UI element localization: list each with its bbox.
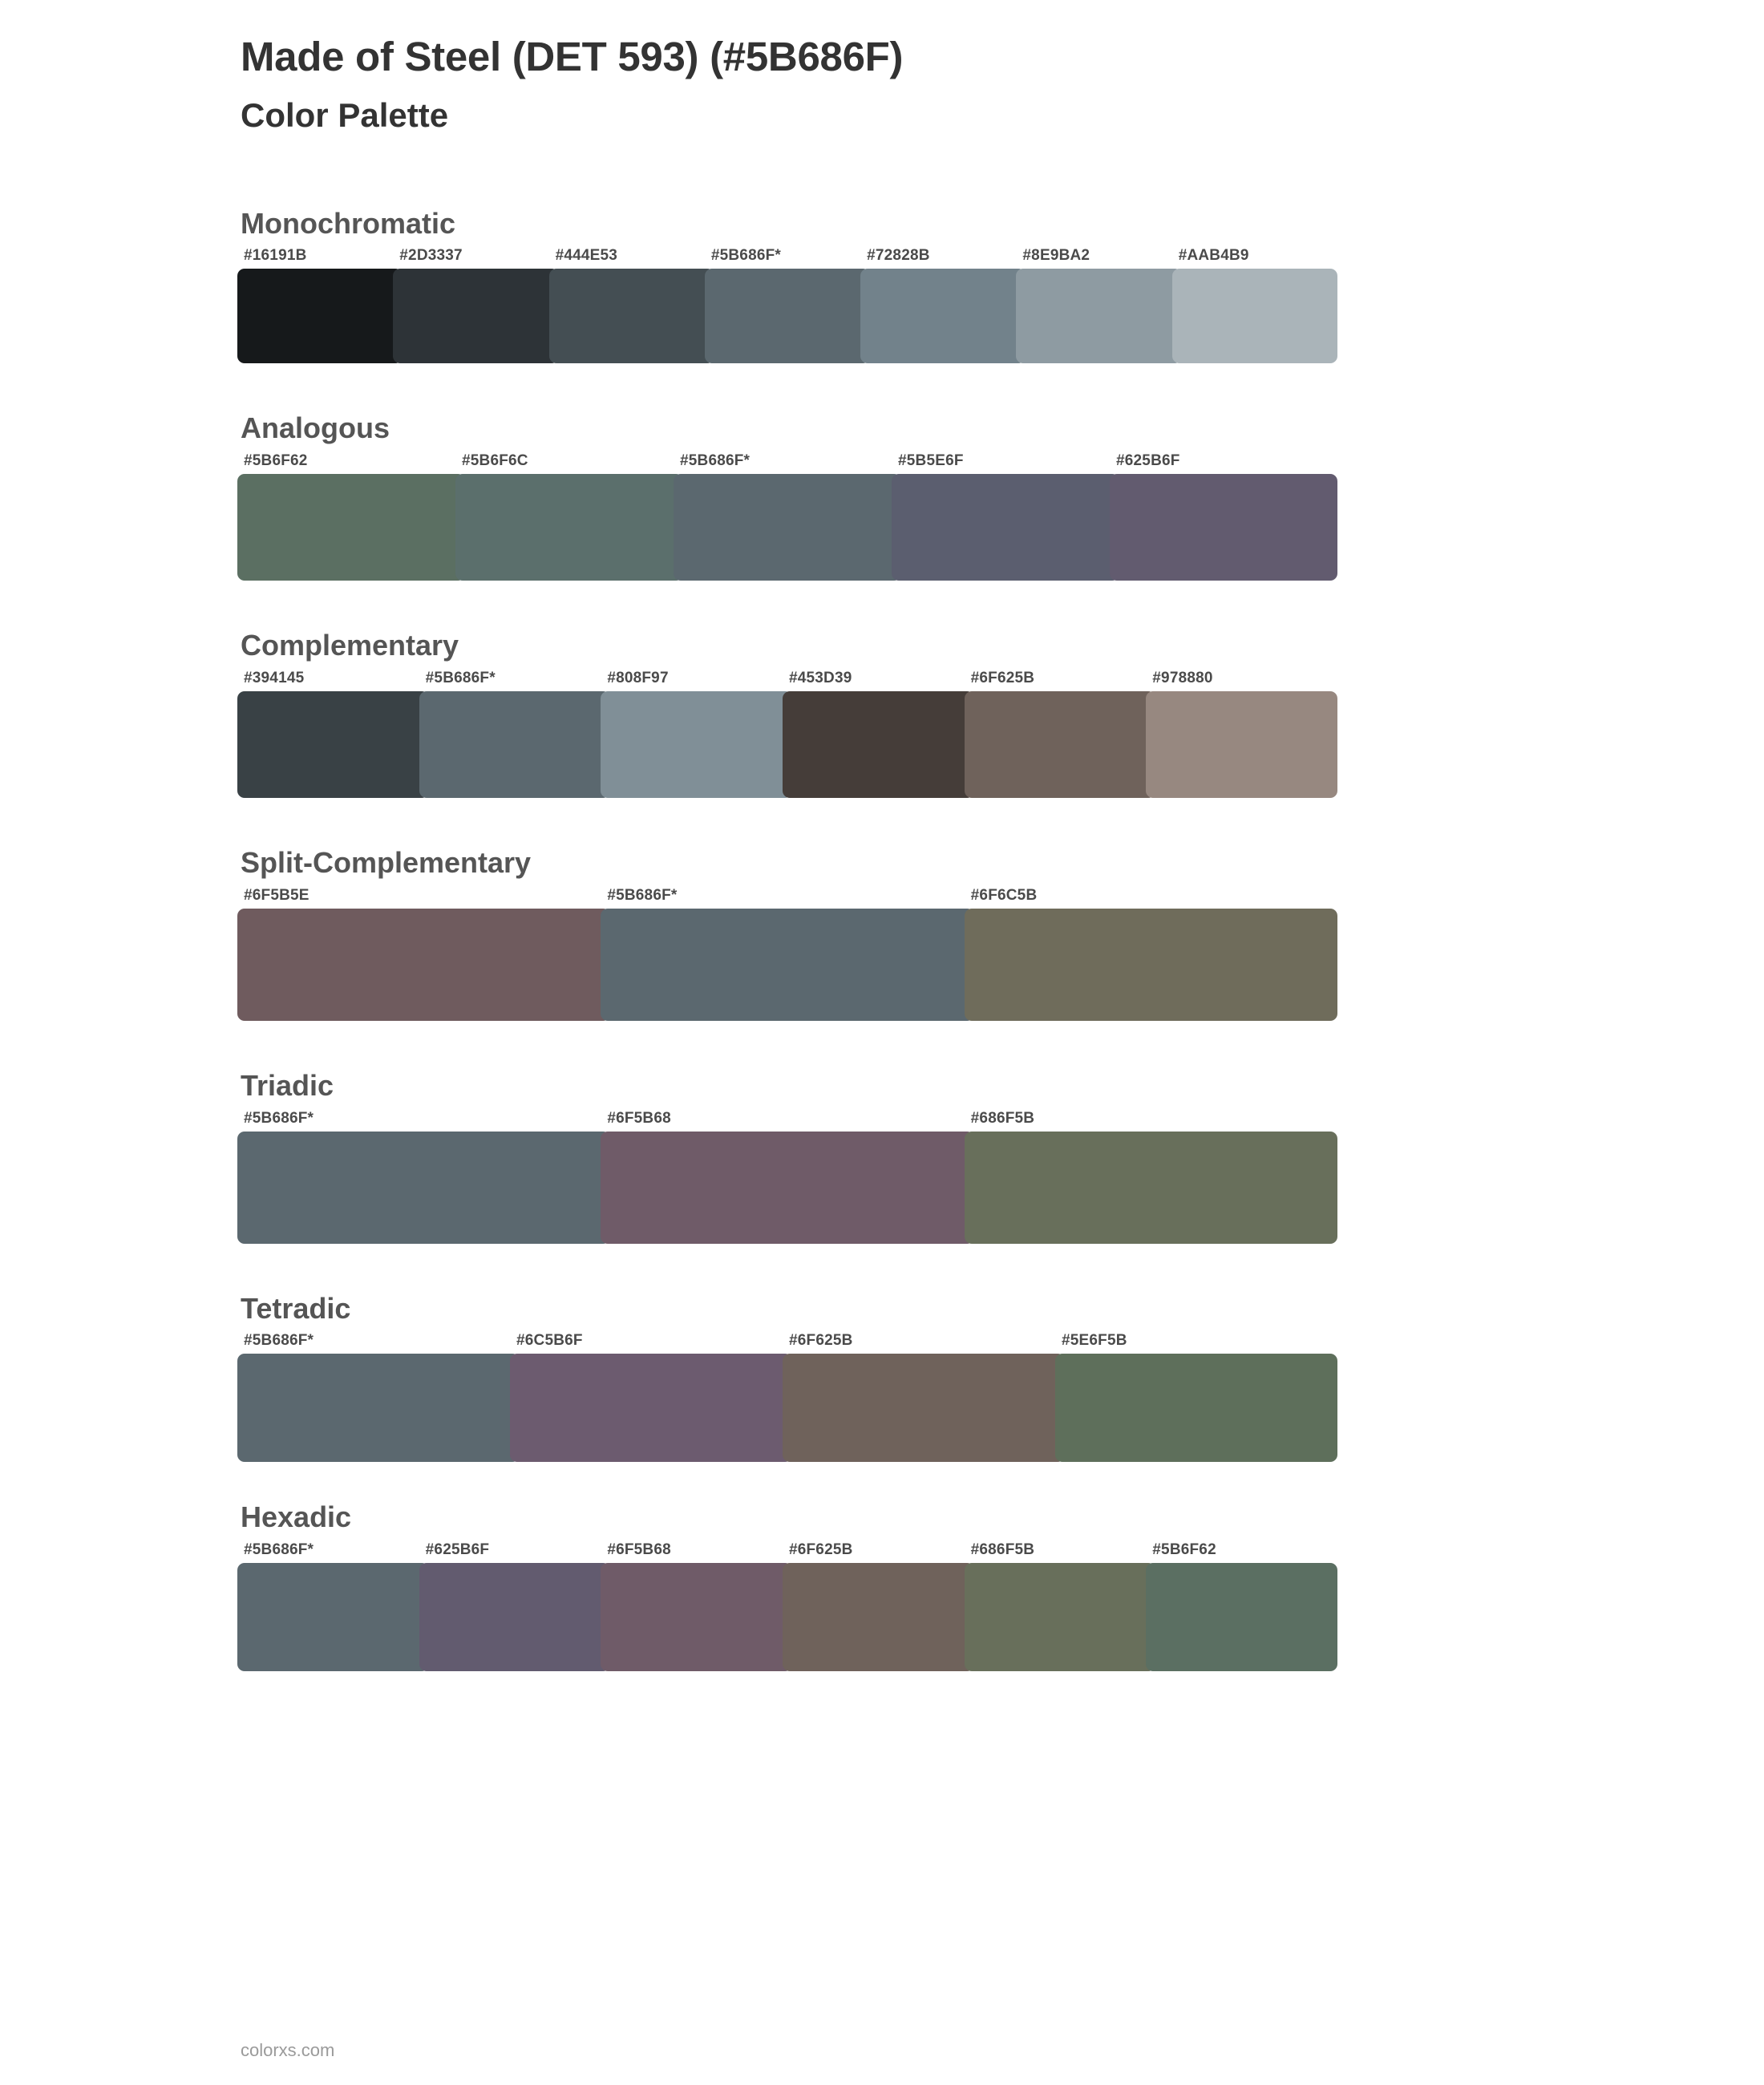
swatch-hex-label: #625B6F [425,1541,490,1559]
color-swatch[interactable] [864,247,1019,363]
section-tetradic [241,1290,1331,1463]
section-title: Split-Complementary [241,845,532,879]
swatch-color-block[interactable] [1016,269,1181,363]
color-swatch[interactable] [968,887,1331,1021]
color-swatch[interactable] [968,1110,1331,1244]
swatch-hex-label: #8E9BA2 [1022,247,1090,265]
color-swatch[interactable] [604,1110,967,1244]
swatch-hex-label: #5B6F6C [462,452,528,470]
color-swatch[interactable] [604,1541,786,1671]
swatch-color-block[interactable] [237,1132,610,1244]
swatch-color-block[interactable] [601,1563,792,1671]
section-monochromatic [241,205,1331,364]
color-swatch[interactable] [241,452,459,581]
swatch-color-block[interactable] [510,1354,792,1462]
swatch-color-block[interactable] [237,1354,520,1462]
swatch-hex-label: #5E6F5B [1062,1332,1127,1350]
swatch-color-block[interactable] [237,269,403,363]
color-swatch[interactable] [786,1541,968,1671]
swatch-color-block[interactable] [1110,474,1337,581]
swatch-row [241,452,1331,581]
swatch-hex-label: #2D3337 [399,247,463,265]
swatch-hex-label: #6F6C5B [970,886,1038,904]
section-analogous [241,410,1331,581]
swatch-hex-label: #72828B [867,247,930,265]
swatch-color-block[interactable] [237,691,429,798]
swatch-hex-label: #5B686F* [244,1332,314,1350]
swatch-hex-label: #686F5B [970,1541,1035,1559]
swatch-hex-label: #6F5B68 [607,1541,671,1559]
swatch-hex-label: #5B686F* [607,886,678,904]
swatch-color-block[interactable] [237,1563,429,1671]
color-swatch[interactable] [1113,452,1331,581]
color-swatch[interactable] [241,1541,423,1671]
swatch-color-block[interactable] [1172,269,1337,363]
page-subtitle: Color Palette [241,96,449,135]
color-swatch[interactable] [1175,247,1331,363]
swatch-color-block[interactable] [860,269,1026,363]
swatch-row [241,670,1331,798]
color-swatch[interactable] [968,670,1150,798]
color-swatch[interactable] [1058,1332,1331,1462]
swatch-color-block[interactable] [419,1563,611,1671]
color-swatch[interactable] [1149,1541,1331,1671]
swatch-hex-label: #5B5E6F [898,452,964,470]
color-swatch[interactable] [423,670,605,798]
color-swatch[interactable] [241,1332,513,1462]
swatch-hex-label: #453D39 [788,669,852,686]
swatch-color-block[interactable] [1146,1563,1337,1671]
swatch-color-block[interactable] [674,474,901,581]
section-triadic [241,1067,1331,1244]
section-complementary [241,627,1331,798]
color-swatch[interactable] [708,247,864,363]
swatch-hex-label: #5B6F62 [1152,1541,1216,1559]
color-swatch[interactable] [1149,670,1331,798]
swatch-color-block[interactable] [783,1563,974,1671]
color-swatch[interactable] [423,1541,605,1671]
swatch-color-block[interactable] [455,474,683,581]
swatch-color-block[interactable] [601,691,792,798]
swatch-color-block[interactable] [965,691,1156,798]
color-swatch[interactable] [396,247,552,363]
swatch-hex-label: #5B686F* [710,247,781,265]
swatch-hex-label: #808F97 [607,669,669,686]
swatch-color-block[interactable] [783,1354,1065,1462]
swatch-hex-label: #6F625B [788,1541,853,1559]
swatch-row [241,1332,1331,1462]
page-title: Made of Steel (DET 593) (#5B686F) [241,34,904,79]
swatch-color-block[interactable] [549,269,714,363]
swatch-hex-label: #6F625B [789,1332,853,1350]
swatch-hex-label: #625B6F [1116,452,1180,470]
swatch-row [241,887,1331,1021]
swatch-hex-label: #5B6F62 [244,452,308,470]
color-swatch[interactable] [241,247,396,363]
color-swatch[interactable] [895,452,1113,581]
section-hexadic [241,1499,1331,1671]
swatch-hex-label: #16191B [244,247,307,265]
swatch-hex-label: #394145 [244,669,305,686]
swatch-color-block[interactable] [1146,691,1337,798]
section-title: Analogous [241,411,390,445]
section-split-complementary [241,844,1331,1021]
color-swatch[interactable] [552,247,708,363]
swatch-hex-label: #5B686F* [244,1109,314,1127]
swatch-color-block[interactable] [783,691,974,798]
swatch-color-block[interactable] [237,909,610,1021]
color-swatch[interactable] [241,1110,604,1244]
swatch-hex-label: #6C5B6F [516,1332,583,1350]
color-swatch[interactable] [604,670,786,798]
swatch-hex-label: #686F5B [970,1109,1035,1127]
swatch-color-block[interactable] [601,909,973,1021]
section-title: Triadic [241,1068,334,1102]
swatch-color-block[interactable] [965,909,1337,1021]
swatch-row [241,247,1331,363]
section-title: Complementary [241,629,459,662]
swatch-row [241,1110,1331,1244]
color-swatch[interactable] [677,452,895,581]
swatch-hex-label: #5B686F* [244,1541,314,1559]
swatch-color-block[interactable] [601,1132,973,1244]
swatch-color-block[interactable] [393,269,558,363]
swatch-color-block[interactable] [965,1132,1337,1244]
color-swatch[interactable] [786,1332,1058,1462]
swatch-hex-label: #978880 [1152,669,1213,686]
color-swatch[interactable] [968,1541,1150,1671]
swatch-hex-label: #6F5B68 [607,1109,671,1127]
section-title: Monochromatic [241,206,456,240]
swatch-color-block[interactable] [892,474,1119,581]
section-title: Hexadic [241,1500,352,1534]
swatch-color-block[interactable] [419,691,611,798]
swatch-color-block[interactable] [965,1563,1156,1671]
color-swatch[interactable] [786,670,968,798]
swatch-row [241,1541,1331,1671]
color-swatch[interactable] [459,452,677,581]
swatch-hex-label: #5B686F* [425,669,496,686]
swatch-color-block[interactable] [1055,1354,1337,1462]
color-swatch[interactable] [1019,247,1175,363]
footer-site-label: colorxs.com [241,2040,335,2060]
section-title: Tetradic [241,1291,351,1325]
swatch-hex-label: #AAB4B9 [1178,247,1249,265]
color-swatch[interactable] [513,1332,786,1462]
swatch-hex-label: #444E53 [555,247,618,265]
color-swatch[interactable] [241,670,423,798]
swatch-color-block[interactable] [705,269,870,363]
color-swatch[interactable] [604,887,967,1021]
swatch-hex-label: #5B686F* [680,452,751,470]
swatch-hex-label: #6F5B5E [244,886,310,904]
swatch-color-block[interactable] [237,474,465,581]
color-swatch[interactable] [241,887,604,1021]
swatch-hex-label: #6F625B [970,669,1035,686]
